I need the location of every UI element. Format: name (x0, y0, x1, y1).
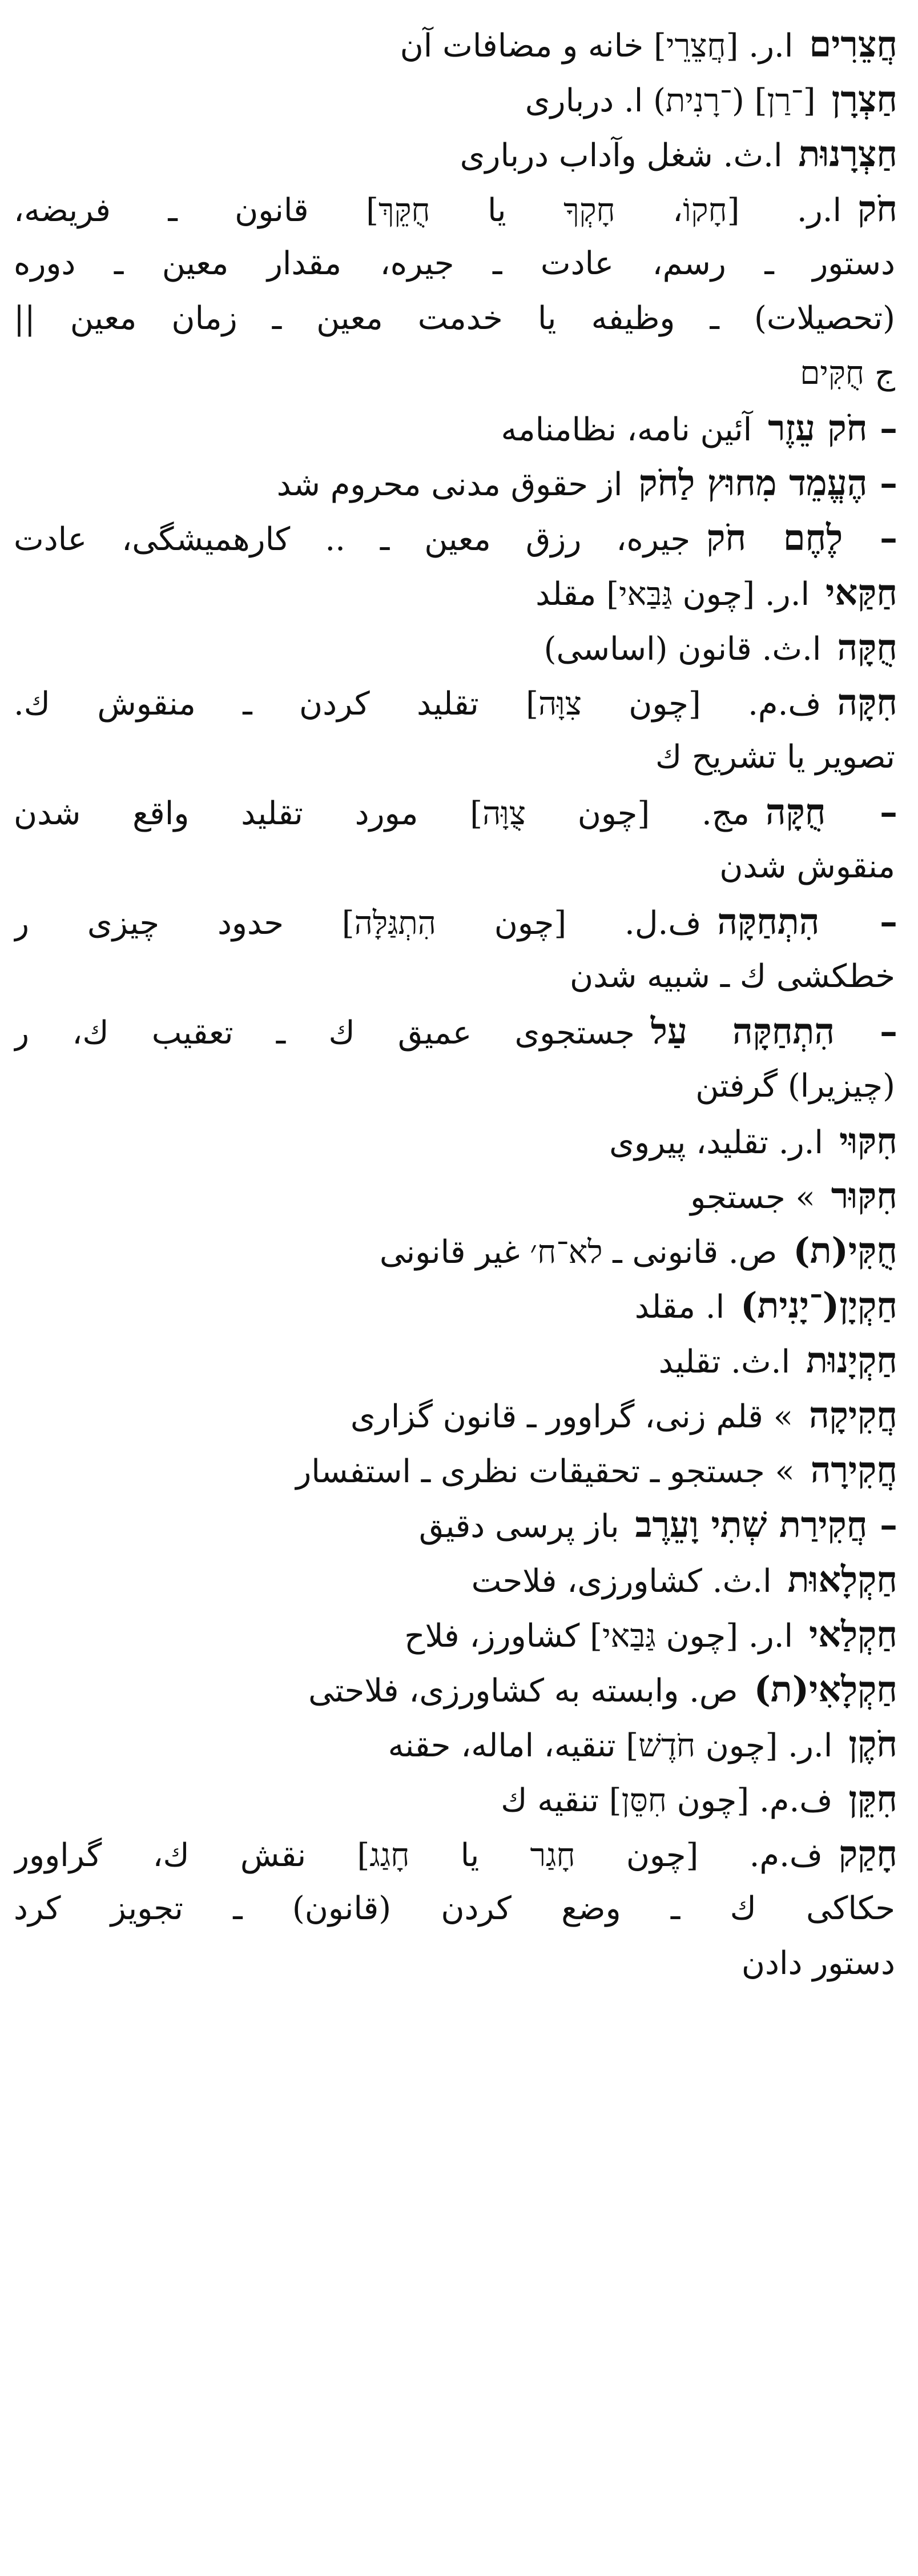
entry-line (14, 511, 897, 565)
headword: חֲקִיקָה (809, 1394, 897, 1436)
entry-continuation-line (14, 291, 897, 346)
headword: – לֶחֶם חֹק (706, 517, 897, 559)
headword: חַקְלָאוּת (787, 1559, 897, 1600)
definition-text: » جستجو (690, 1179, 815, 1216)
definition-text: ا.ث. تقلید (658, 1343, 791, 1381)
headword: חַצְרָן (831, 78, 897, 120)
definition-text: ا.ث. قانون (اساسی) (543, 631, 822, 668)
dictionary-entry (14, 1772, 897, 1827)
entry-continuation-line (14, 730, 897, 785)
entry-line (14, 894, 897, 949)
dictionary-entry (14, 1169, 897, 1223)
entry-line (14, 456, 897, 511)
headword: חֻקָּה (837, 627, 897, 668)
headword: חֲקִירָה (810, 1449, 897, 1491)
headword: חֻקִּי(ת) (793, 1230, 897, 1271)
dictionary-entry (14, 1223, 897, 1278)
definition-text: ا.ر. [چون חֹדֶשׁ] تنقیه، اماله، حقنه (388, 1727, 833, 1764)
definition-text: دستور دادن (741, 1945, 895, 1982)
entry-continuation-line (14, 236, 897, 291)
dictionary-entry (14, 1552, 897, 1607)
definition-text: دستور ـ رسم، عادت ـ جیره، مقدار معین ـ دوره (14, 245, 895, 282)
entry-line (14, 1278, 897, 1333)
headword: חִקּוּר (831, 1175, 897, 1217)
headword: חַקְיָן(־יָנִית) (740, 1285, 897, 1326)
definition-text: (چیزیرا) گرفتن (695, 1068, 895, 1105)
headword: חַקְלָאִי(ת) (754, 1668, 897, 1710)
entry-continuation-line (14, 1881, 897, 1936)
definition-text: تصویر یا تشریح ك (655, 739, 895, 776)
dictionary-entry (14, 1114, 897, 1169)
entry-continuation-line (14, 1059, 897, 1114)
definition-text: ج חֻקִּים (800, 355, 895, 392)
entry-line (14, 182, 897, 236)
dictionary-entry (14, 1333, 897, 1388)
headword: חַקְיָנוּת (806, 1339, 897, 1381)
entry-line (14, 1552, 897, 1607)
entry-continuation-line (14, 840, 897, 894)
definition-text: حکاکی ك ـ وضع کردن (قانون) ـ تجویز کرد (14, 1890, 895, 1927)
entry-line (14, 72, 897, 127)
entry-line (14, 1662, 897, 1717)
dictionary-entry (14, 675, 897, 785)
definition-text: ا.ر. [חֲצֵרֵי] خانه و مضافات آن (400, 27, 794, 65)
definition-text: ص. وابسته به کشاورزی، فلاحتی (308, 1672, 738, 1710)
definition-text: مج. [چون צֻוָּה] مورد تقلید واقع شدن (14, 795, 750, 832)
definition-text: ا. مقلد (634, 1289, 725, 1326)
dictionary-entry (14, 785, 897, 894)
definition-text: ف.ل. [چون הִתְגַּלָּה] حدود چیزی ر (14, 905, 702, 942)
headword: חִקֵּן (848, 1778, 897, 1820)
entry-line (14, 565, 897, 620)
entry-continuation-line (14, 346, 897, 401)
entry-continuation-line (14, 1936, 897, 1991)
headword: – הֶעֱמֵד מִחוּץ לַחֹק (638, 462, 897, 504)
definition-text: باز پرسی دقیق (418, 1508, 619, 1545)
entry-line (14, 1772, 897, 1827)
dictionary-entry (14, 1662, 897, 1717)
entry-line (14, 785, 897, 840)
definition-text: منقوش شدن (719, 848, 895, 885)
definition-text: ا.ث. شغل وآداب درباری (460, 137, 783, 174)
entry-line (14, 1827, 897, 1881)
dictionary-entry (14, 1004, 897, 1114)
entry-line (14, 1114, 897, 1169)
definition-text: (تحصیلات) ـ وظیفه یا خدمت معین ـ زمان معین || (14, 300, 895, 337)
dictionary-entry (14, 1443, 897, 1498)
headword: חֹק (857, 188, 897, 230)
definition-text: » جستجو ـ تحقیقات نظری ـ استفسار (296, 1453, 795, 1490)
entry-line (14, 401, 897, 456)
definition-text: آئین نامه، نظامنامه (501, 411, 752, 448)
definition-text: ف.م. [چون חִסֵּן] تنقیه ك (501, 1782, 833, 1819)
entry-line (14, 1443, 897, 1498)
dictionary-entry (14, 1717, 897, 1772)
dictionary-entry (14, 1498, 897, 1552)
entry-line (14, 1498, 897, 1552)
definition-text: » قلم زنی، گراوور ـ قانون گزاری (350, 1398, 794, 1435)
dictionary-entry (14, 182, 897, 401)
headword: חִקּוּי (839, 1120, 897, 1162)
headword: חַצְרָנוּת (798, 133, 897, 175)
headword: חֲצֵרִים (809, 23, 897, 65)
definition-text: ص. قانونی ـ לא־ח׳ غیر قانونی (379, 1234, 778, 1271)
definition-text: ا.ر. تقلید، پیروی (609, 1124, 823, 1161)
headword: – הִתְחַקָּה (717, 901, 897, 942)
dictionary-entry (14, 456, 897, 511)
headword: חִקָּה (837, 681, 897, 723)
entry-line (14, 17, 897, 72)
entry-line (14, 1223, 897, 1278)
dictionary-entry (14, 1827, 897, 1991)
headword: חַקְלַאי (809, 1614, 897, 1655)
definition-text: ف.م. [چون חָגַר یا חָגַג] نقش ك، گراوور (14, 1837, 823, 1874)
dictionary-entry (14, 401, 897, 456)
dictionary-entry (14, 511, 897, 565)
entry-line (14, 1333, 897, 1388)
headword: – חֲקִירַת שְׁתִי וָעֵרֶב (635, 1504, 897, 1546)
definition-text: جیره، رزق معین ـ .. کارهمیشگی، عادت (14, 521, 691, 558)
headword: חַקַּאי (826, 572, 897, 613)
definition-text: ا.ر. [چون גַּבַּאי] مقلد (536, 576, 810, 613)
headword: חָקַק (838, 1833, 897, 1875)
definition-text: [־רַן] (־רָנִית) ا. درباری (525, 82, 816, 119)
headword: – חֹק עֵזֶר (768, 407, 897, 449)
headword: – הִתְחַקָּה עַל (650, 1010, 897, 1052)
definition-text: ف.م. [چون צִוָּה] تقلید کردن ـ منقوش ك. (14, 685, 822, 723)
definition-text: ا.ر. [חָקוֹ، חָקְךָ یا חֻקֵּךְ] قانون ـ فریضه، (14, 192, 842, 229)
entry-line (14, 1607, 897, 1662)
dictionary-entry (14, 1388, 897, 1443)
entry-line (14, 1004, 897, 1059)
headword: חֹקֶן (848, 1723, 897, 1765)
dictionary-entry (14, 17, 897, 72)
dictionary-entry (14, 127, 897, 182)
definition-text: جستجوی عمیق ك ـ تعقیب ك، ر (14, 1014, 635, 1052)
entry-line (14, 1169, 897, 1223)
entry-continuation-line (14, 949, 897, 1004)
dictionary-entry (14, 620, 897, 675)
definition-text: خطکشی ك ـ شبیه شدن (569, 958, 895, 995)
dictionary-entry (14, 1607, 897, 1662)
headword: – חֻקָּה (765, 791, 897, 833)
entry-line (14, 675, 897, 730)
entry-line (14, 127, 897, 182)
definition-text: ا.ث. کشاورزی، فلاحت (471, 1563, 772, 1600)
entry-line (14, 1717, 897, 1772)
dictionary-entry (14, 894, 897, 1004)
definition-text: ا.ر. [چون גַּבַּאי] کشاورز، فلاح (404, 1618, 794, 1655)
dictionary-entry (14, 565, 897, 620)
definition-text: از حقوق مدنی محروم شد (276, 466, 623, 503)
entry-line (14, 1388, 897, 1443)
dictionary-entry (14, 1278, 897, 1333)
entry-line (14, 620, 897, 675)
dictionary-entry (14, 72, 897, 127)
